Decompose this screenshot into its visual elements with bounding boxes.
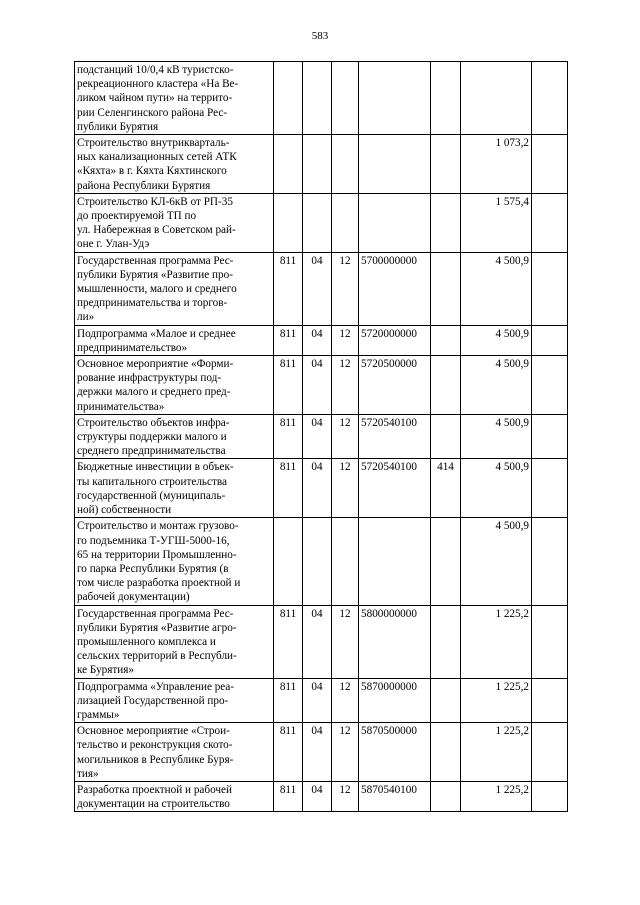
amount-cell: 1 575,4 (461, 193, 532, 252)
expense-type-cell (431, 62, 461, 135)
item-name-line: Строительство КЛ-6кВ от РП-35 (77, 195, 233, 208)
target-article-cell: 5700000000 (359, 252, 431, 325)
grbs-code-cell: 811 (274, 252, 303, 325)
amount-cell (461, 62, 532, 135)
expense-type-cell (431, 678, 461, 723)
item-name-line: Строительство и монтаж грузово- (77, 520, 239, 533)
section-code-cell (303, 135, 332, 194)
amount-cell: 1 225,2 (461, 723, 532, 782)
expense-type-cell (431, 723, 461, 782)
grbs-code-cell: 811 (274, 781, 303, 811)
grbs-code-cell: 811 (274, 414, 303, 459)
item-name-line: ной) собственности (77, 504, 172, 517)
table-row (75, 678, 568, 723)
section-code-cell (303, 193, 332, 252)
page-number: 583 (311, 30, 329, 42)
expense-type-cell (431, 193, 461, 252)
extra-amount-cell (532, 723, 568, 782)
amount-cell: 4 500,9 (461, 414, 532, 459)
expense-type-cell (431, 325, 461, 355)
table-row (75, 605, 568, 678)
item-name-cell (75, 678, 274, 723)
target-article-cell (359, 135, 431, 194)
subsection-code-cell: 12 (332, 252, 359, 325)
grbs-code-cell: 811 (274, 356, 303, 415)
item-name-line: Бюджетные инвестиции в объек- (77, 461, 234, 474)
item-name-line: предпринимательства и торгов- (77, 297, 228, 310)
table-row (75, 518, 568, 605)
subsection-code-cell: 12 (332, 459, 359, 518)
item-name-cell (75, 518, 274, 605)
item-name-line: сельских территорий в Республи- (77, 650, 237, 663)
target-article-cell: 5800000000 (359, 605, 431, 678)
grbs-code-cell: 811 (274, 678, 303, 723)
item-name-line: Подпрограмма «Малое и среднее (77, 327, 236, 340)
amount-cell: 4 500,9 (461, 459, 532, 518)
target-article-cell: 5720500000 (359, 356, 431, 415)
grbs-code-cell (274, 135, 303, 194)
item-name-line: рии Селенгинского района Рес- (77, 106, 228, 119)
extra-amount-cell (532, 518, 568, 605)
subsection-code-cell: 12 (332, 325, 359, 355)
amount-cell: 1 225,2 (461, 678, 532, 723)
item-name-line: предпринимательство» (77, 341, 188, 354)
grbs-code-cell: 811 (274, 325, 303, 355)
expense-type-cell (431, 781, 461, 811)
target-article-cell: 5870000000 (359, 678, 431, 723)
extra-amount-cell (532, 459, 568, 518)
table-row (75, 356, 568, 415)
item-name-line: рабочей документации) (77, 591, 190, 604)
subsection-code-cell (332, 135, 359, 194)
item-name-cell (75, 193, 274, 252)
item-name-line: государственной (муниципаль- (77, 489, 226, 502)
target-article-cell: 5720540100 (359, 414, 431, 459)
expense-type-cell: 414 (431, 459, 461, 518)
item-name-line: публики Бурятия «Развитие агро- (77, 621, 237, 634)
item-name-line: держки малого и среднего пред- (77, 386, 231, 399)
amount-cell: 1 073,2 (461, 135, 532, 194)
item-name-line: мышленности, малого и среднего (77, 283, 237, 296)
extra-amount-cell (532, 252, 568, 325)
expense-type-cell (431, 414, 461, 459)
item-name-cell (75, 252, 274, 325)
item-name-line: структуры поддержки малого и (77, 431, 227, 444)
table-row (75, 723, 568, 782)
extra-amount-cell (532, 781, 568, 811)
section-code-cell: 04 (303, 356, 332, 415)
grbs-code-cell: 811 (274, 723, 303, 782)
item-name-cell (75, 605, 274, 678)
item-name-line: публики Бурятия «Развитие про- (77, 268, 233, 281)
item-name-line: принимательства» (77, 400, 165, 413)
section-code-cell (303, 62, 332, 135)
item-name-line: ты капитального строительства (77, 475, 227, 488)
amount-cell: 1 225,2 (461, 605, 532, 678)
section-code-cell: 04 (303, 723, 332, 782)
target-article-cell: 5870500000 (359, 723, 431, 782)
section-code-cell: 04 (303, 781, 332, 811)
item-name-line: до проектируемой ТП по (77, 210, 197, 223)
item-name-line: Основное мероприятие «Строи- (77, 725, 230, 738)
table-row (75, 135, 568, 194)
subsection-code-cell: 12 (332, 723, 359, 782)
item-name-line: го подъемника Т-УГШ-5000-16, (77, 534, 230, 547)
extra-amount-cell (532, 356, 568, 415)
section-code-cell (303, 518, 332, 605)
item-name-line: подстанций 10/0,4 кВ туристско- (77, 64, 234, 76)
grbs-code-cell (274, 62, 303, 135)
item-name-line: тия» (77, 767, 99, 780)
subsection-code-cell: 12 (332, 356, 359, 415)
grbs-code-cell: 811 (274, 459, 303, 518)
amount-cell: 4 500,9 (461, 356, 532, 415)
amount-cell: 4 500,9 (461, 325, 532, 355)
item-name-line: промышленного комплекса и (77, 635, 216, 648)
grbs-code-cell (274, 193, 303, 252)
section-code-cell: 04 (303, 252, 332, 325)
item-name-line: среднего предпринимательства (77, 445, 226, 458)
item-name-cell (75, 781, 274, 811)
section-code-cell: 04 (303, 678, 332, 723)
item-name-line: «Кяхта» в г. Кяхта Кяхтинского (77, 165, 227, 178)
table-row (75, 781, 568, 811)
item-name-line: рекреационного кластера «На Ве- (77, 78, 239, 91)
expense-type-cell (431, 518, 461, 605)
item-name-line: Подпрограмма «Управление реа- (77, 680, 235, 693)
item-name-cell (75, 135, 274, 194)
item-name-cell (75, 62, 274, 135)
subsection-code-cell: 12 (332, 414, 359, 459)
section-code-cell: 04 (303, 605, 332, 678)
item-name-line: рование инфраструктуры под- (77, 372, 222, 385)
table-row (75, 459, 568, 518)
extra-amount-cell (532, 678, 568, 723)
section-code-cell: 04 (303, 325, 332, 355)
item-name-line: Основное мероприятие «Форми- (77, 358, 234, 371)
item-name-cell (75, 325, 274, 355)
item-name-line: тельство и реконструкция ското- (77, 739, 233, 752)
item-name-line: могильников в Республике Буря- (77, 753, 234, 766)
budget-table (74, 61, 568, 812)
extra-amount-cell (532, 135, 568, 194)
subsection-code-cell: 12 (332, 678, 359, 723)
item-name-line: оне г. Улан-Удэ (77, 238, 150, 251)
table-row (75, 414, 568, 459)
item-name-line: ликом чайном пути» на террито- (77, 92, 233, 105)
extra-amount-cell (532, 62, 568, 135)
subsection-code-cell: 12 (332, 605, 359, 678)
item-name-line: го парка Республики Бурятия (в (77, 562, 229, 575)
extra-amount-cell (532, 605, 568, 678)
table-body (75, 62, 568, 812)
extra-amount-cell (532, 193, 568, 252)
extra-amount-cell (532, 325, 568, 355)
item-name-cell (75, 414, 274, 459)
table-row (75, 325, 568, 355)
item-name-line: Государственная программа Рес- (77, 607, 234, 620)
amount-cell: 4 500,9 (461, 252, 532, 325)
target-article-cell: 5870540100 (359, 781, 431, 811)
item-name-line: том числе разработка проектной и (77, 577, 241, 590)
target-article-cell (359, 62, 431, 135)
item-name-line: 65 на территории Промышленно- (77, 548, 237, 561)
section-code-cell: 04 (303, 414, 332, 459)
amount-cell: 4 500,9 (461, 518, 532, 605)
amount-cell: 1 225,2 (461, 781, 532, 811)
section-code-cell: 04 (303, 459, 332, 518)
target-article-cell (359, 518, 431, 605)
subsection-code-cell (332, 518, 359, 605)
table-row (75, 193, 568, 252)
item-name-line: Строительство объектов инфра- (77, 416, 230, 429)
item-name-line: документации на строительство (77, 798, 230, 811)
target-article-cell: 5720540100 (359, 459, 431, 518)
item-name-line: лизацией Государственной про- (77, 694, 229, 707)
item-name-cell (75, 356, 274, 415)
target-article-cell (359, 193, 431, 252)
subsection-code-cell (332, 193, 359, 252)
expense-type-cell (431, 135, 461, 194)
expense-type-cell (431, 252, 461, 325)
table-row (75, 252, 568, 325)
item-name-line: ке Бурятия» (77, 664, 135, 677)
item-name-line: публики Бурятия (77, 120, 159, 133)
item-name-line: ул. Набережная в Советском рай- (77, 224, 236, 237)
item-name-line: ли» (77, 311, 95, 324)
item-name-line: Строительство внутрикварталь- (77, 137, 230, 150)
subsection-code-cell (332, 62, 359, 135)
target-article-cell: 5720000000 (359, 325, 431, 355)
extra-amount-cell (532, 414, 568, 459)
table-row (75, 62, 568, 135)
grbs-code-cell: 811 (274, 605, 303, 678)
item-name-cell (75, 459, 274, 518)
grbs-code-cell (274, 518, 303, 605)
expense-type-cell (431, 356, 461, 415)
item-name-line: ных канализационных сетей АТК (77, 151, 237, 164)
expense-type-cell (431, 605, 461, 678)
subsection-code-cell: 12 (332, 781, 359, 811)
item-name-line: района Республики Бурятия (77, 179, 211, 192)
item-name-cell (75, 723, 274, 782)
item-name-line: Государственная программа Рес- (77, 254, 234, 267)
item-name-line: граммы» (77, 708, 120, 721)
item-name-line: Разработка проектной и рабочей (77, 783, 232, 796)
